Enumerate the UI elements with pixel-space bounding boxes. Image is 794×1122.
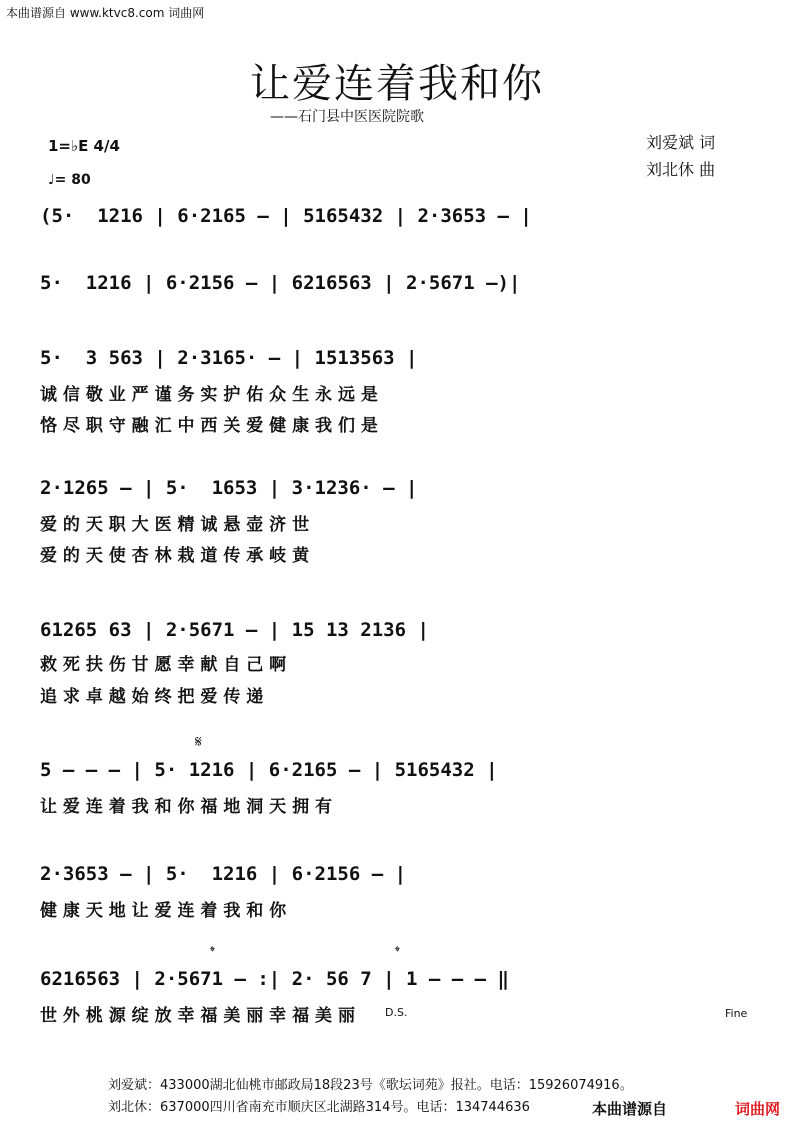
- lyric-verse-1: 救 死 扶 伤 甘 愿 幸 献 自 己 啊: [40, 655, 287, 675]
- fine-mark: Fine: [725, 1007, 748, 1020]
- ds-mark: D.S.: [385, 1006, 408, 1019]
- notation-line: 61265 63 | 2·5671 — | 15 13 2136 |: [40, 619, 429, 641]
- lyric-verse-1: 诚 信 敬 业 严 谨 务 实 护 佑 众 生 永 远 是: [40, 385, 378, 405]
- notation-line: 5· 1216 | 6·2156 — | 6216563 | 2·5671 —)|: [40, 272, 521, 294]
- watermark-source: 本曲谱源自: [592, 1100, 668, 1118]
- lyric-verse-2: 追 求 卓 越 始 终 把 爱 传 递: [40, 687, 264, 707]
- segno-mark: 𝄋: [195, 732, 202, 751]
- lyric-verse-1: 世 外 桃 源 绽 放 幸 福 美 丽 幸 福 美 丽: [40, 1006, 355, 1026]
- lyric-verse-1: 爱 的 天 职 大 医 精 诚 悬 壶 济 世: [40, 515, 310, 535]
- footer-contact-composer: 刘北休：637000四川省南充市顺庆区北湖路314号。电话：134744636: [108, 1100, 530, 1115]
- notation-line: 5· 3 563 | 2·3165· — | 1513563 |: [40, 347, 418, 369]
- lyric-verse-2: 恪 尽 职 守 融 汇 中 西 关 爱 健 康 我 们 是: [40, 416, 378, 436]
- song-subtitle: ——石门县中医医院院歌: [270, 109, 424, 125]
- coda-mark: 𝄌: [210, 944, 215, 960]
- tempo-mark: ♩= 80: [48, 172, 91, 188]
- notation-line: 2·1265 — | 5· 1653 | 3·1236· — |: [40, 477, 418, 499]
- source-line: 本曲谱源自 www.ktvc8.com 词曲网: [6, 6, 205, 20]
- notation-line: 6216563 | 2·5671 — :| 2· 56 7 | 1 — — — ‖: [40, 968, 509, 990]
- lyric-verse-1: 健 康 天 地 让 爱 连 着 我 和 你: [40, 901, 287, 921]
- notation-line: (5· 1216 | 6·2165 — | 5165432 | 2·3653 — |: [40, 205, 532, 227]
- lyricist-credit: 刘爱斌 词: [646, 133, 716, 152]
- lyric-verse-2: 爱 的 天 使 杏 林 栽 道 传 承 岐 黄: [40, 546, 310, 566]
- footer-contact-lyricist: 刘爱斌：433000湖北仙桃市邮政局18段23号《歌坛词苑》报社。电话：15926074916。: [108, 1078, 633, 1093]
- coda-mark: 𝄌: [395, 944, 400, 960]
- lyric-verse-1: 让 爱 连 着 我 和 你 福 地 洞 天 拥 有: [40, 797, 333, 817]
- watermark-site-logo: 词曲网: [735, 1100, 781, 1118]
- song-title: 让爱连着我和你: [250, 61, 544, 107]
- notation-line: 2·3653 — | 5· 1216 | 6·2156 — |: [40, 863, 407, 885]
- notation-line: 5 — — — | 5· 1216 | 6·2165 — | 5165432 |: [40, 759, 498, 781]
- key-signature: 1=♭E 4/4: [48, 137, 120, 155]
- composer-credit: 刘北休 曲: [646, 160, 716, 179]
